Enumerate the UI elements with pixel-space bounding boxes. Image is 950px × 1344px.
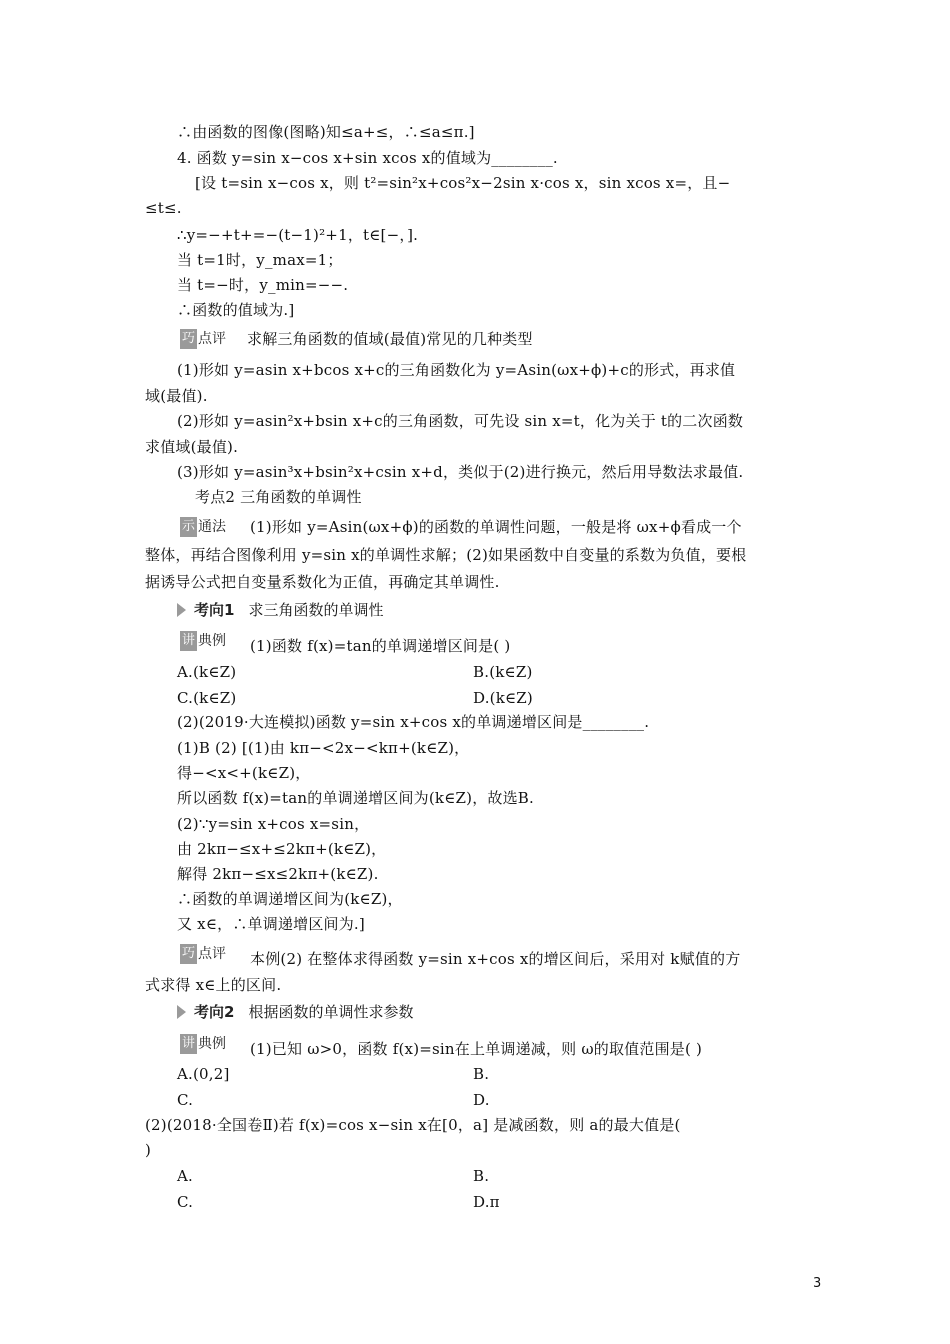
text-line: 由 2kπ−≤x+≤2kπ+(k∈Z)， [177, 840, 387, 858]
text-line: [设 t=sin x−cos x，则 t²=sin²x+cos²x−2sin x·cos x，sin xcos x=，且− [195, 174, 731, 192]
kaoxiang-title: 求三角函数的单调性 [248, 601, 384, 619]
text-line: 域(最值). [145, 387, 208, 405]
page-number: 3 [813, 1276, 822, 1291]
text-line: (2)(2018·全国卷Ⅱ)若 f(x)=cos x−sin x在[0，a] 是减函数，则 a的最大值是( [145, 1116, 681, 1134]
jiang-dianli-tag [180, 1033, 226, 1055]
option-d: D.π [473, 1193, 500, 1211]
text-line: 当 t=1时，y_max=1； [177, 251, 343, 269]
option-d: D.(k∈Z) [473, 689, 533, 707]
text-line: 本例(2) 在整体求得函数 y=sin x+cos x的增区间后，采用对 k赋值的方 [250, 950, 741, 968]
option-c: C. [177, 1193, 194, 1211]
option-d: D. [473, 1091, 490, 1109]
triangle-icon [177, 603, 186, 617]
section-heading: 求解三角函数的值域(最值)常见的几种类型 [247, 330, 533, 348]
text-line: 据诱导公式把自变量系数化为正值，再确定其单调性. [145, 573, 500, 591]
text-line: 得−<x<+(k∈Z)， [177, 764, 311, 782]
kaoxiang-1 [177, 600, 383, 620]
text-line: ) [145, 1141, 152, 1159]
qiao-dianping-tag [180, 328, 226, 350]
tag-box: 讲 [180, 631, 197, 651]
text-line: (1)形如 y=Asin(ωx+ϕ)的函数的单调性问题，一般是将 ωx+ϕ看成一个 [250, 518, 742, 536]
text-line: 又 x∈，∴单调递增区间为.] [177, 915, 365, 933]
text-line: ∴y=−+t+=−(t−1)²+1，t∈[−，]. [177, 226, 419, 244]
option-b: B. [473, 1065, 490, 1083]
tag-label: 典例 [198, 633, 227, 649]
option-a: A. [177, 1167, 194, 1185]
option-c: C. [177, 1091, 194, 1109]
text-line: (1)形如 y=asin x+bcos x+c的三角函数化为 y=Asin(ωx+ϕ)+c的形式，再求值 [177, 361, 736, 379]
kaoxiang-label: 考向1 [194, 601, 235, 619]
text-line: ∴函数的单调递增区间为(k∈Z)， [177, 890, 403, 908]
text-line: 解得 2kπ−≤x≤2kπ+(k∈Z). [177, 865, 379, 883]
text-line: ∴函数的值域为.] [177, 301, 295, 319]
kaoxiang-title: 根据函数的单调性求参数 [248, 1003, 414, 1021]
option-a: A.(k∈Z) [177, 663, 237, 681]
option-c: C.(k∈Z) [177, 689, 237, 707]
text-line: ∴由函数的图像(图略)知≤a+≤，∴≤a≤π.] [177, 123, 475, 141]
jiang-dianli-tag [180, 630, 226, 652]
shi-tongfa-tag [180, 516, 226, 538]
triangle-icon [177, 1005, 186, 1019]
text-line: (1)函数 f(x)=tan的单调递增区间是( ) [250, 637, 511, 655]
text-line: (3)形如 y=asin³x+bsin²x+csin x+d，类似于(2)进行换元，然后用导数法求最值. [177, 463, 744, 481]
tag-label: 点评 [198, 331, 227, 347]
text-line: (2)(2019·大连模拟)函数 y=sin x+cos x的单调递增区间是________. [177, 713, 650, 731]
text-line: 所以函数 f(x)=tan的单调递增区间为(k∈Z)，故选B. [177, 789, 534, 807]
kaoxiang-label: 考向2 [194, 1003, 235, 1021]
text-line: (2)∵y=sin x+cos x=sin， [177, 815, 370, 833]
option-a: A.(0,2] [177, 1065, 230, 1083]
question-4: 4. 函数 y=sin x−cos x+sin xcos x的值域为________. [177, 149, 558, 167]
tag-label: 通法 [198, 519, 227, 535]
text-line: 求值域(最值). [145, 438, 239, 456]
text-line: 整体，再结合图像利用 y=sin x的单调性求解；(2)如果函数中自变量的系数为负值，要根 [145, 546, 747, 564]
option-b: B.(k∈Z) [473, 663, 533, 681]
text-line: 式求得 x∈上的区间. [145, 976, 282, 994]
qiao-dianping-tag [180, 943, 226, 965]
tag-box: 示 [180, 517, 197, 537]
text-line: (1)已知 ω>0，函数 f(x)=sin在上单调递减，则 ω的取值范围是( ) [250, 1040, 703, 1058]
tag-box: 巧 [180, 944, 197, 964]
text-line: 当 t=−时，y_min=−−. [177, 276, 349, 294]
text-line: ≤t≤. [145, 199, 182, 217]
tag-label: 点评 [198, 946, 227, 962]
option-b: B. [473, 1167, 490, 1185]
text-line: (2)形如 y=asin²x+bsin x+c的三角函数，可先设 sin x=t，化为关于 t的二次函数 [177, 412, 744, 430]
kaodian-heading: 考点2 三角函数的单调性 [195, 488, 362, 506]
tag-box: 巧 [180, 329, 197, 349]
text-line: (1)B (2) [(1)由 kπ−<2x−<kπ+(k∈Z)， [177, 739, 470, 757]
tag-box: 讲 [180, 1034, 197, 1054]
tag-label: 典例 [198, 1036, 227, 1052]
kaoxiang-2 [177, 1002, 413, 1022]
